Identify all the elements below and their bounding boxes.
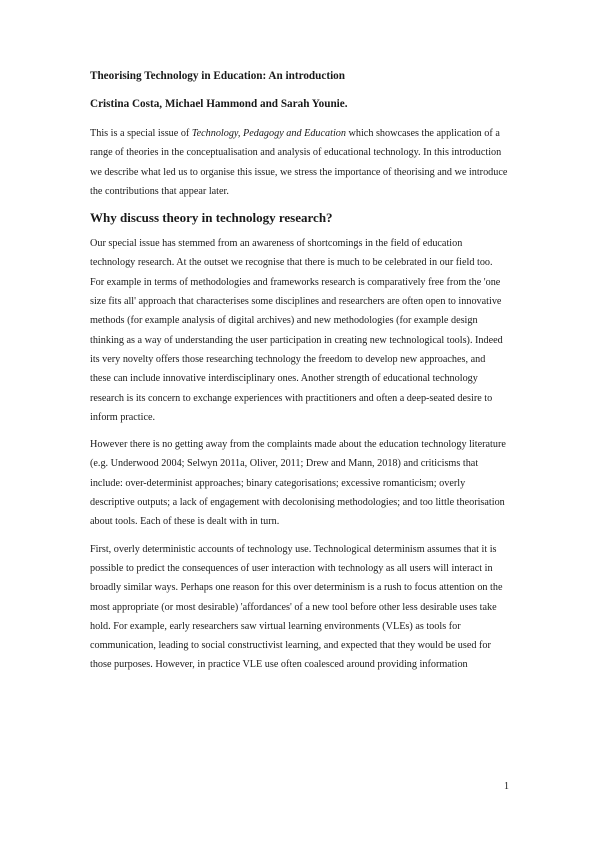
body-paragraph-2: However there is no getting away from the complaints made about the education technology literature (e.g. Underwood 2004; Selwyn 2011a, Oliver, 2011; Drew and Mann, 2018) and criticisms that include: over-determinist approaches; binary categorisations; excessive romanticism; overly descriptive outputs; a lack of engagement with decolonising methodologies; and too little theorisation about tools. Each of these is dealt with in turn. xyxy=(90,439,506,528)
journal-name: Technology, Pedagogy and Education xyxy=(191,128,346,139)
paper-title: Theorising Technology in Education: An introduction xyxy=(90,70,345,82)
intro-text-before: This is a special issue of xyxy=(90,128,192,139)
body-paragraph-1: Our special issue has stemmed from an awareness of shortcomings in the field of education technology research. At the outset we recognise that there is much to be celebrated in our field too. For example in terms of methodologies and frameworks research is comparatively free from the 'one size fits all' approach that characterises some disciplines and researchers are often open to innovative methods (for example analysis of digital archives) and new methodologies (for example design thinking as a way of understanding the user participation in creating new technological tools). Indeed its very novelty offers those researching technology the freedom to develop new approaches, and these can include innovative interdisciplinary ones. Another strength of educational technology research is its concern to exchange experiences with practitioners and often a deep-seated desire to inform practice. xyxy=(90,238,503,423)
page-content xyxy=(90,68,508,683)
paper-authors: Cristina Costa, Michael Hammond and Sarah Younie. xyxy=(90,98,348,110)
intro-paragraph xyxy=(90,124,508,201)
intro-text-after: which showcases the application of a range of theories in the conceptualisation and analysis of educational technology. In this introduction we describe what led us to organise this issue, we stress the importance of theorising and we introduce the contributions that appear later. xyxy=(90,128,508,197)
section-heading: Why discuss theory in technology research? xyxy=(90,210,333,226)
body-paragraph-3: First, overly deterministic accounts of technology use. Technological determinism assumes that it is possible to predict the consequences of user interaction with technology as all users will interact in broadly similar ways. Perhaps one reason for this over determinism is a rush to focus attention on the most appropriate (or most desirable) 'affordances' of a new tool before other less desirable uses take hold. For example, early researchers saw virtual learning environments (VLEs) as tools for communication, leading to social constructivist learning, and expected that they would be used for those purposes. However, in practice VLE use often coalesced around providing information xyxy=(90,543,503,671)
page-number: 1 xyxy=(504,781,509,792)
